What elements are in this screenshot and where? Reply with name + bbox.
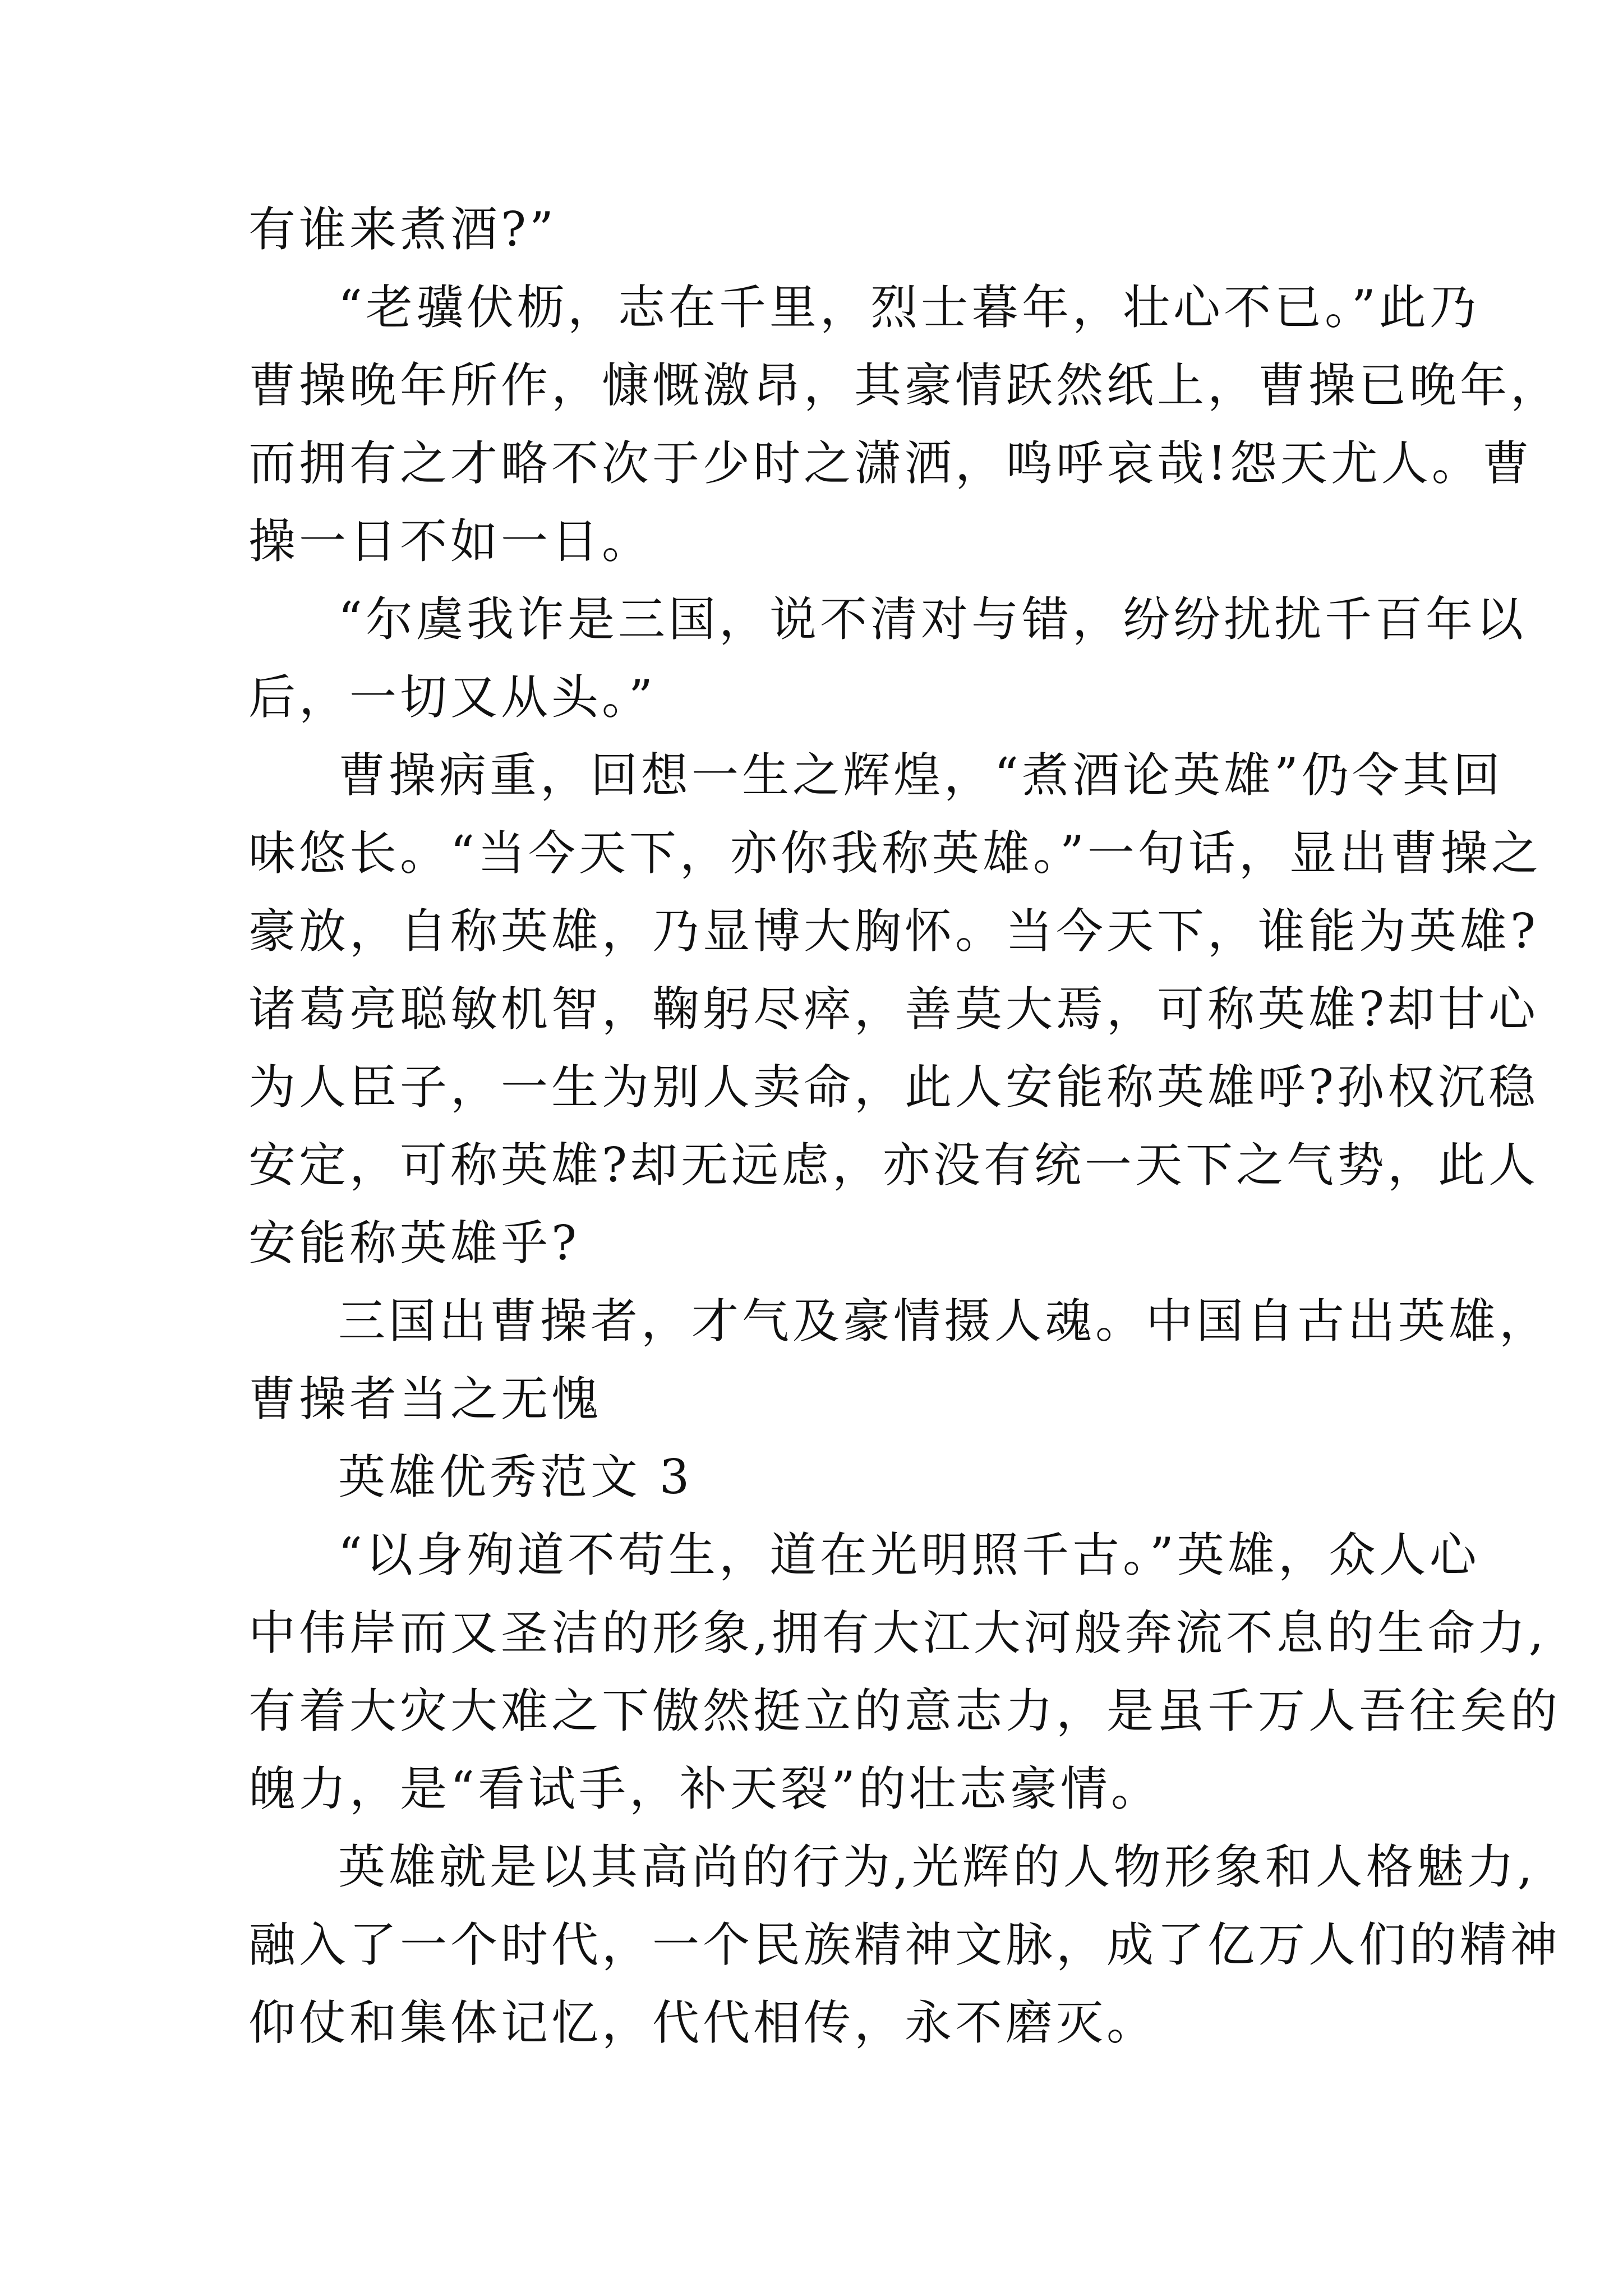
text-line: 曹操晚年所作，慷慨激昂，其豪情跃然纸上，曹操已晚年， xyxy=(248,358,1561,413)
document-body xyxy=(248,191,1561,2062)
text-line: 安定，可称英雄?却无远虑，亦没有统一天下之气势，此人 xyxy=(248,1138,1539,1193)
text-line: 曹操病重，回想一生之辉煌，“煮酒论英雄”仍令其回 xyxy=(338,748,1504,803)
text-line: “老骥伏枥，志在千里，烈士暮年，壮心不已。”此乃 xyxy=(338,280,1480,335)
text-line: 豪放，自称英雄，乃显博大胸怀。当今天下，谁能为英雄? xyxy=(248,904,1539,959)
text-line: 安能称英雄乎? xyxy=(248,1216,580,1271)
text-line: 操一日不如一日。 xyxy=(248,514,653,569)
text-line: 后，一切又从头。” xyxy=(248,670,656,725)
text-line: 魄力，是“看试手，补天裂”的壮志豪情。 xyxy=(248,1761,1161,1816)
text-line: 曹操者当之无愧 xyxy=(248,1372,602,1427)
text-line: 英雄就是以其高尚的行为,光辉的人物形象和人格魅力, xyxy=(338,1839,1536,1894)
text-line: 仰仗和集体记忆，代代相传，永不磨灭。 xyxy=(248,1995,1158,2050)
text-line: 而拥有之才略不次于少时之潇洒，鸣呼哀哉!怨天尤人。曹 xyxy=(248,436,1533,491)
text-line: 有着大灾大难之下傲然挺立的意志力，是虽千万人吾往矣的 xyxy=(248,1683,1561,1738)
text-line: 融入了一个时代，一个民族精神文脉，成了亿万人们的精神 xyxy=(248,1917,1561,1972)
text-line: “尔虞我诈是三国，说不清对与错，纷纷扰扰千百年以 xyxy=(338,592,1527,647)
text-line: 有谁来煮酒?” xyxy=(248,202,557,257)
text-line: 为人臣子，一生为别人卖命，此人安能称英雄呼?孙权沉稳 xyxy=(248,1060,1539,1115)
section-heading: 英雄优秀范文 3 xyxy=(338,1450,693,1504)
text-line: 味悠长。“当今天下，亦你我称英雄。”一句话，显出曹操之 xyxy=(248,826,1542,881)
text-line: 三国出曹操者，才气及豪情摄人魂。中国自古出英雄， xyxy=(338,1294,1550,1349)
text-line: “以身殉道不苟生，道在光明照千古。”英雄，众人心 xyxy=(338,1527,1480,1582)
text-line: 中伟岸而又圣洁的形象,拥有大江大河般奔流不息的生命力, xyxy=(248,1605,1547,1660)
text-line: 诸葛亮聪敏机智，鞠躬尽瘁，善莫大焉，可称英雄?却甘心 xyxy=(248,982,1539,1037)
